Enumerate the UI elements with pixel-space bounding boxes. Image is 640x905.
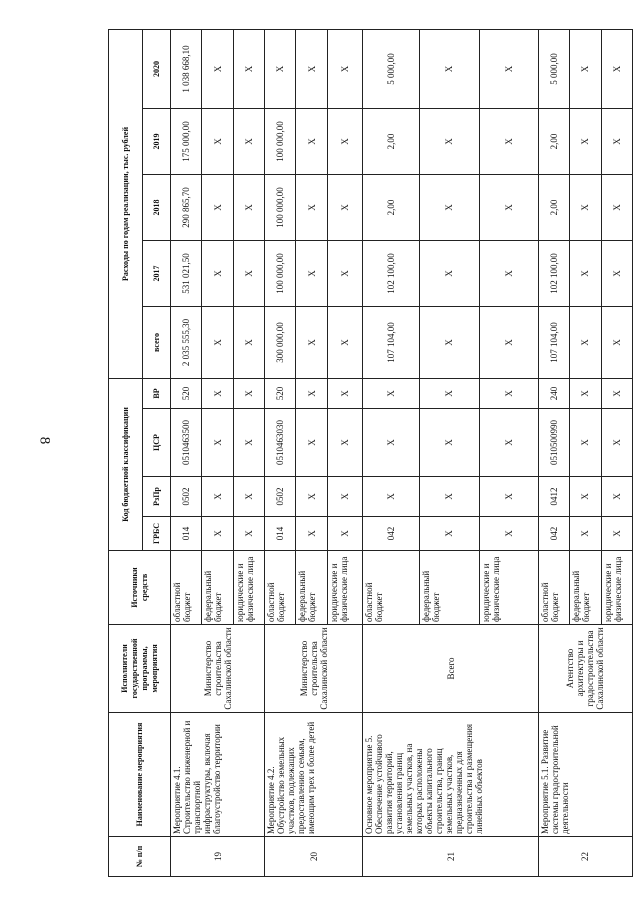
cell-vr: 520 — [171, 378, 202, 408]
cell-year-2018: 290 865,70 — [171, 174, 202, 240]
row-number: 22 — [538, 837, 632, 877]
cell-csr: X — [363, 409, 419, 477]
event-name: Мероприятие 4.1. Строительство инженерной и транспортной инфраструктуры, включая благоустройство территории — [171, 713, 265, 837]
cell-csr: X — [202, 409, 233, 477]
header-budget-code: Код бюджетной классификации — [109, 378, 143, 550]
cell-year-2017: X — [296, 240, 327, 306]
header-csr: ЦСР — [143, 409, 171, 477]
cell-grbs: X — [570, 517, 601, 551]
cell-year-2020: X — [233, 29, 264, 108]
header-sources: Источники средств — [109, 551, 171, 625]
table-row — [538, 29, 569, 876]
event-name: Мероприятие 4.2. Обустройство земельных участков, подлежащих предоставлению семьям, имеющим трех и более детей — [265, 713, 363, 837]
header-2018: 2018 — [143, 174, 171, 240]
cell-vr: X — [601, 378, 632, 408]
cell-year-2019: 2,00 — [363, 108, 419, 174]
cell-total: 2 035 555,30 — [171, 306, 202, 378]
cell-source: юридические и физические лица — [601, 551, 632, 625]
cell-year-2017: X — [480, 240, 539, 306]
cell-rzpr: X — [363, 477, 419, 517]
header-vr: ВР — [143, 378, 171, 408]
cell-total: 107 104,00 — [538, 306, 569, 378]
cell-csr: X — [570, 409, 601, 477]
cell-source: федеральный бюджет — [570, 551, 601, 625]
table-body — [171, 29, 633, 876]
cell-total: X — [480, 306, 539, 378]
cell-rzpr: X — [601, 477, 632, 517]
cell-year-2018: X — [202, 174, 233, 240]
row-number: 21 — [363, 837, 539, 877]
cell-rzpr: X — [419, 477, 480, 517]
cell-vr: X — [296, 378, 327, 408]
cell-year-2018: X — [327, 174, 363, 240]
cell-rzpr: X — [570, 477, 601, 517]
rotated-table-container — [108, 34, 633, 877]
cell-total: X — [570, 306, 601, 378]
cell-source: областной бюджет — [171, 551, 202, 625]
cell-grbs: X — [419, 517, 480, 551]
cell-total: 300 000,00 — [265, 306, 296, 378]
cell-year-2018: 2,00 — [363, 174, 419, 240]
cell-year-2020: X — [327, 29, 363, 108]
cell-year-2019: X — [480, 108, 539, 174]
page-number: 8 — [36, 436, 53, 445]
cell-year-2018: X — [296, 174, 327, 240]
cell-rzpr: 0502 — [171, 477, 202, 517]
cell-year-2017: X — [327, 240, 363, 306]
cell-total: X — [202, 306, 233, 378]
cell-source: федеральный бюджет — [419, 551, 480, 625]
cell-year-2020: 5 000,00 — [538, 29, 569, 108]
header-executor: Исполнители государственной программы, мероприятия — [109, 625, 171, 713]
table-row — [265, 29, 296, 876]
cell-grbs: X — [601, 517, 632, 551]
event-name: Основное мероприятие 5. Обеспечение устойчивого развития территорий, установления границ земельных участков, на которых расположены объекты капитального строительства, границ земельных участков, предназначенных для строительства и размещения линейных объектов — [363, 713, 539, 837]
cell-year-2019: 100 000,00 — [265, 108, 296, 174]
header-name: Наименование мероприятия — [109, 713, 171, 837]
cell-rzpr: X — [233, 477, 264, 517]
cell-vr: X — [480, 378, 539, 408]
table-row — [171, 29, 202, 876]
cell-year-2018: X — [601, 174, 632, 240]
cell-vr: X — [202, 378, 233, 408]
cell-vr: X — [327, 378, 363, 408]
cell-total: X — [233, 306, 264, 378]
cell-year-2020: X — [265, 29, 296, 108]
cell-year-2017: X — [202, 240, 233, 306]
cell-year-2018: 100 000,00 — [265, 174, 296, 240]
cell-year-2018: X — [419, 174, 480, 240]
cell-source: федеральный бюджет — [202, 551, 233, 625]
cell-source: областной бюджет — [538, 551, 569, 625]
cell-grbs: 014 — [265, 517, 296, 551]
cell-year-2020: 5 000,00 — [363, 29, 419, 108]
cell-grbs: X — [296, 517, 327, 551]
cell-year-2020: X — [419, 29, 480, 108]
row-number: 20 — [265, 837, 363, 877]
cell-vr: X — [419, 378, 480, 408]
cell-rzpr: X — [296, 477, 327, 517]
event-name: Мероприятие 5.1. Развитие системы градостроительной деятельности — [538, 713, 632, 837]
cell-year-2019: X — [570, 108, 601, 174]
cell-year-2017: X — [233, 240, 264, 306]
cell-grbs: 042 — [538, 517, 569, 551]
cell-csr: X — [480, 409, 539, 477]
cell-rzpr: X — [327, 477, 363, 517]
cell-vr: 240 — [538, 378, 569, 408]
cell-rzpr: X — [480, 477, 539, 517]
cell-grbs: 014 — [171, 517, 202, 551]
cell-csr: 0510463500 — [171, 409, 202, 477]
cell-csr: 0510463030 — [265, 409, 296, 477]
expenses-table — [108, 29, 633, 877]
header-grbs: ГРБС — [143, 517, 171, 551]
cell-rzpr: 0412 — [538, 477, 569, 517]
cell-total: 107 104,00 — [363, 306, 419, 378]
cell-year-2017: 100 000,00 — [265, 240, 296, 306]
cell-total: X — [601, 306, 632, 378]
cell-year-2020: X — [570, 29, 601, 108]
cell-year-2019: X — [327, 108, 363, 174]
cell-csr: X — [233, 409, 264, 477]
cell-year-2017: X — [570, 240, 601, 306]
cell-grbs: X — [202, 517, 233, 551]
cell-grbs: X — [233, 517, 264, 551]
cell-csr: 0510500990 — [538, 409, 569, 477]
cell-csr: X — [419, 409, 480, 477]
header-num: № п/п — [109, 837, 171, 877]
cell-year-2019: 2,00 — [538, 108, 569, 174]
cell-source: областной бюджет — [265, 551, 296, 625]
header-2020: 2020 — [143, 29, 171, 108]
cell-year-2020: X — [202, 29, 233, 108]
cell-rzpr: 0502 — [265, 477, 296, 517]
header-2019: 2019 — [143, 108, 171, 174]
executor: Всего — [363, 625, 539, 713]
cell-total: X — [296, 306, 327, 378]
cell-total: X — [419, 306, 480, 378]
header-2017: 2017 — [143, 240, 171, 306]
cell-source: юридические и физические лица — [233, 551, 264, 625]
cell-year-2019: X — [233, 108, 264, 174]
cell-year-2017: 531 021,50 — [171, 240, 202, 306]
cell-grbs: X — [327, 517, 363, 551]
cell-vr: X — [363, 378, 419, 408]
row-number: 19 — [171, 837, 265, 877]
cell-total: X — [327, 306, 363, 378]
cell-year-2018: X — [570, 174, 601, 240]
cell-year-2020: X — [296, 29, 327, 108]
executor: Агентство архитектуры и градостроительства Сахалинской области — [538, 625, 632, 713]
cell-year-2017: 102 100,00 — [363, 240, 419, 306]
cell-year-2017: 102 100,00 — [538, 240, 569, 306]
executor: Министерство строительства Сахалинской области — [171, 625, 265, 713]
cell-csr: X — [327, 409, 363, 477]
cell-source: федеральный бюджет — [296, 551, 327, 625]
cell-vr: X — [233, 378, 264, 408]
cell-source: областной бюджет — [363, 551, 419, 625]
cell-csr: X — [601, 409, 632, 477]
cell-vr: X — [570, 378, 601, 408]
cell-year-2018: X — [233, 174, 264, 240]
cell-grbs: X — [480, 517, 539, 551]
cell-grbs: 042 — [363, 517, 419, 551]
header-rzpr: РзПр — [143, 477, 171, 517]
cell-rzpr: X — [202, 477, 233, 517]
cell-csr: X — [296, 409, 327, 477]
cell-year-2019: X — [601, 108, 632, 174]
cell-year-2017: X — [601, 240, 632, 306]
cell-year-2019: X — [296, 108, 327, 174]
cell-year-2020: X — [480, 29, 539, 108]
cell-vr: 520 — [265, 378, 296, 408]
header-expenses: Расходы по годам реализации, тыс. рублей — [109, 29, 143, 378]
cell-year-2019: X — [419, 108, 480, 174]
cell-year-2017: X — [419, 240, 480, 306]
cell-year-2018: X — [480, 174, 539, 240]
cell-year-2018: 2,00 — [538, 174, 569, 240]
cell-year-2020: X — [601, 29, 632, 108]
table-row — [363, 29, 419, 876]
cell-year-2019: X — [202, 108, 233, 174]
executor: Министерство строительства Сахалинской области — [265, 625, 363, 713]
cell-year-2020: 1 038 668,10 — [171, 29, 202, 108]
header-total: всего — [143, 306, 171, 378]
cell-source: юридические и физические лица — [480, 551, 539, 625]
cell-year-2019: 175 000,00 — [171, 108, 202, 174]
cell-source: юридические и физические лица — [327, 551, 363, 625]
